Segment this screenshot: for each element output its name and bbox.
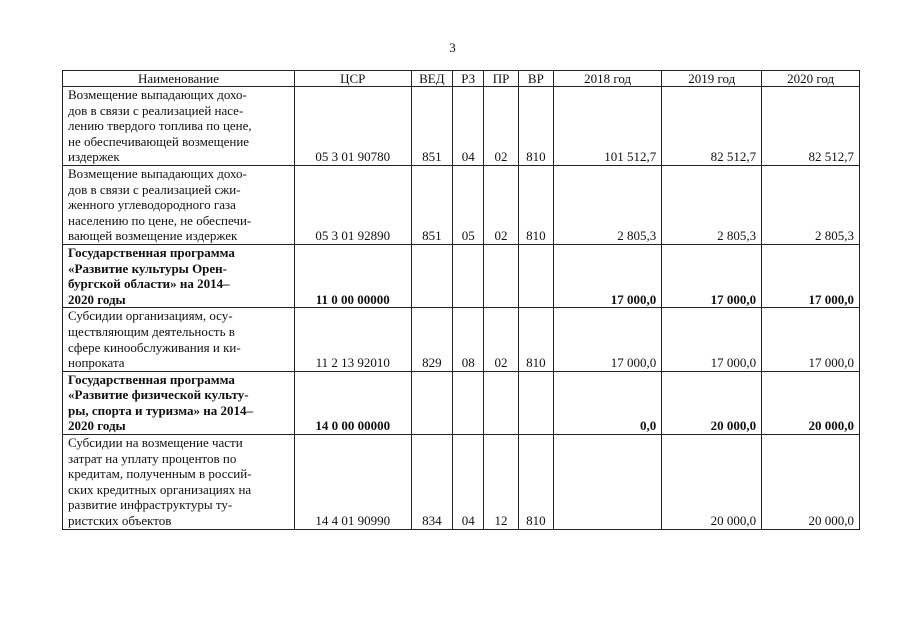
- row-ved: [411, 371, 453, 434]
- row-name: Возмещение выпадающих дохо- дов в связи с реализацией насе- лению твердого топлива по цене, не обеспечивающей возмещение издержек: [63, 87, 295, 166]
- row-pr: [484, 371, 518, 434]
- table-row: [63, 435, 860, 530]
- row-ved: 851: [411, 87, 453, 166]
- row-pr: 12: [484, 435, 518, 530]
- header-2020: 2020 год: [762, 71, 860, 87]
- header-name: Наименование: [63, 71, 295, 87]
- header-2019: 2019 год: [662, 71, 762, 87]
- page-number: 3: [449, 40, 456, 55]
- row-2020: 17 000,0: [762, 308, 860, 371]
- row-vr: 810: [518, 87, 553, 166]
- header-row: [63, 71, 860, 87]
- table-row-program: [63, 244, 860, 307]
- row-vr: 810: [518, 308, 553, 371]
- row-2019: 82 512,7: [662, 87, 762, 166]
- row-2019: 17 000,0: [662, 308, 762, 371]
- row-rz: 05: [453, 165, 484, 244]
- row-vr: 810: [518, 165, 553, 244]
- table-row: [63, 87, 860, 166]
- row-name: Государственная программа «Развитие физической культу- ры, спорта и туризма» на 2014– 2020 годы: [63, 371, 295, 434]
- row-2019: 20 000,0: [662, 435, 762, 530]
- row-2020: 20 000,0: [762, 435, 860, 530]
- row-ved: [411, 244, 453, 307]
- table-row: [63, 308, 860, 371]
- row-csr: 11 2 13 92010: [295, 308, 412, 371]
- header-ved: ВЕД: [411, 71, 453, 87]
- row-name: Субсидии на возмещение части затрат на уплату процентов по кредитам, полученным в россий- ских кредитных организациях на развитие инфраструктуры ту- ристских объектов: [63, 435, 295, 530]
- row-2018: [554, 435, 662, 530]
- row-rz: [453, 371, 484, 434]
- row-2018: 17 000,0: [554, 244, 662, 307]
- row-pr: 02: [484, 308, 518, 371]
- row-vr: 810: [518, 435, 553, 530]
- row-2019: 17 000,0: [662, 244, 762, 307]
- row-rz: [453, 244, 484, 307]
- row-csr: 14 0 00 00000: [295, 371, 412, 434]
- row-csr: 05 3 01 92890: [295, 165, 412, 244]
- row-pr: 02: [484, 165, 518, 244]
- row-rz: 04: [453, 435, 484, 530]
- row-name: Возмещение выпадающих дохо- дов в связи с реализацией сжи- женного углеводородного газа населению по цене, не обеспечи- вающей возмещение издержек: [63, 165, 295, 244]
- row-2018: 0,0: [554, 371, 662, 434]
- row-2019: 20 000,0: [662, 371, 762, 434]
- row-2018: 101 512,7: [554, 87, 662, 166]
- row-ved: 834: [411, 435, 453, 530]
- row-csr: 11 0 00 00000: [295, 244, 412, 307]
- row-2020: 17 000,0: [762, 244, 860, 307]
- row-2019: 2 805,3: [662, 165, 762, 244]
- row-2018: 17 000,0: [554, 308, 662, 371]
- row-ved: 851: [411, 165, 453, 244]
- header-csr: ЦСР: [295, 71, 412, 87]
- row-csr: 05 3 01 90780: [295, 87, 412, 166]
- row-rz: 08: [453, 308, 484, 371]
- table-row: [63, 165, 860, 244]
- header-2018: 2018 год: [554, 71, 662, 87]
- table-row-program: [63, 371, 860, 434]
- budget-table: [62, 70, 860, 530]
- row-name: Субсидии организациям, осу- ществляющим деятельность в сфере кинообслуживания и ки- нопроката: [63, 308, 295, 371]
- row-2020: 20 000,0: [762, 371, 860, 434]
- header-pr: ПР: [484, 71, 518, 87]
- row-2020: 82 512,7: [762, 87, 860, 166]
- row-csr: 14 4 01 90990: [295, 435, 412, 530]
- row-pr: [484, 244, 518, 307]
- row-name: Государственная программа «Развитие культуры Орен- бургской области» на 2014– 2020 годы: [63, 244, 295, 307]
- header-rz: РЗ: [453, 71, 484, 87]
- row-pr: 02: [484, 87, 518, 166]
- row-rz: 04: [453, 87, 484, 166]
- row-2020: 2 805,3: [762, 165, 860, 244]
- header-vr: ВР: [518, 71, 553, 87]
- row-vr: [518, 244, 553, 307]
- row-ved: 829: [411, 308, 453, 371]
- row-vr: [518, 371, 553, 434]
- row-2018: 2 805,3: [554, 165, 662, 244]
